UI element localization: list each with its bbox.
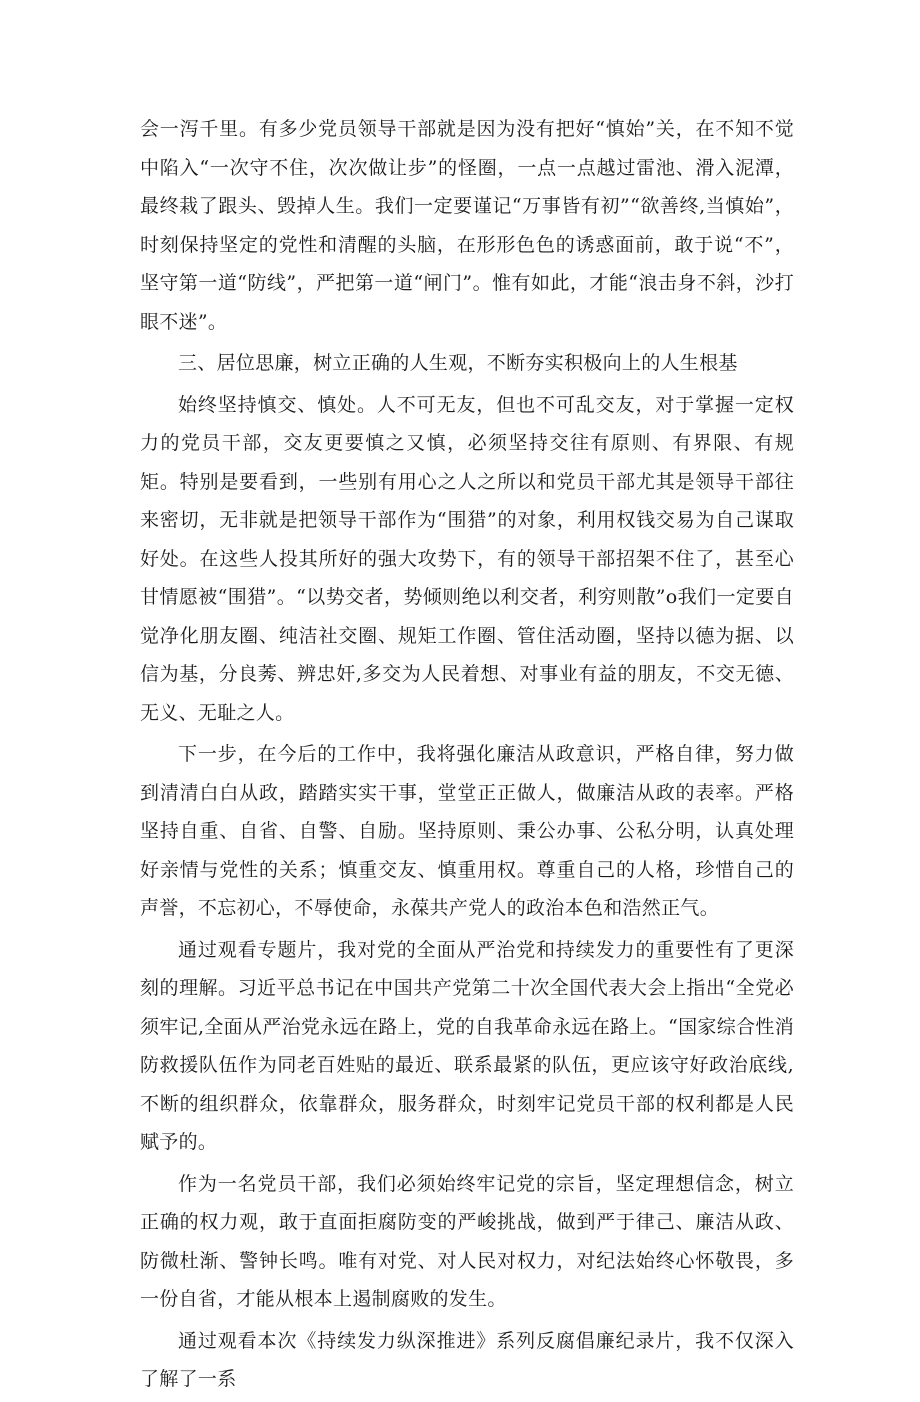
paragraph-party-cadre: 作为一名党员干部，我们必须始终牢记党的宗旨，坚定理想信念，树立正确的权力观，敢于直面拒腐防变的严峻挑战，做到严于律己、廉洁从政、防微杜渐、警钟长鸣。唯有对党、对人民对权力，对纪法始终心怀敬畏，多一份自省，才能从根本上遏制腐败的发生。: [140, 1172, 794, 1310]
paragraph-friendship: 始终坚持慎交、慎处。人不可无友，但也不可乱交友，对于掌握一定权力的党员干部，交友更要慎之又慎，必须坚持交往有原则、有界限、有规矩。特别是要看到，一些别有用心之人之所以和党员干部尤其是领导干部往来密切，无非就是把领导干部作为“围猎”的对象，利用权钱交易为自己谋取好处。在这些人投其所好的强大攻势下，有的领导干部招架不住了，甚至心甘情愿被“围猎”。“以势交者，势倾则绝以利交者，利穷则散”o我们一定要自觉净化朋友圈、纯洁社交圈、规矩工作圈、管住活动圈，坚持以德为据、以信为基，分良莠、辨忠奸,多交为人民着想、对事业有益的朋友，不交无德、无义、无耻之人。: [140, 393, 794, 724]
paragraph-final-fragment: 通过观看本次《持续发力纵深推进》系列反腐倡廉纪录片，我不仅深入了解了一系: [140, 1329, 794, 1390]
document-body: [140, 110, 794, 1402]
paragraph-continuation: 会一泻千里。有多少党员领导干部就是因为没有把好“慎始”关，在不知不觉中陷入“一次守不住，次次做让步”的怪圈，一点一点越过雷池、滑入泥潭，最终栽了跟头、毁掉人生。我们一定要谨记“万事皆有初”“欲善终,当慎始”，时刻保持坚定的党性和清醒的头脑，在形形色色的诱惑面前，敢于说“不”，坚守第一道“防线”，严把第一道“闸门”。惟有如此，才能“浪击身不斜，沙打眼不迷”。: [140, 118, 794, 333]
paragraph-documentary-understanding: 通过观看专题片，我对党的全面从严治党和持续发力的重要性有了更深刻的理解。习近平总书记在中国共产党第二十次全国代表大会上指出“全党必须牢记,全面从严治党永远在路上，党的自我革命永远在路上。“国家综合性消防救援队伍作为同老百姓贴的最近、联系最紧的队伍，更应该守好政治底线,不断的组织群众，依靠群众，服务群众，时刻牢记党员干部的权利都是人民赋予的。: [140, 938, 794, 1153]
paragraph-next-step: 下一步，在今后的工作中，我将强化廉洁从政意识，严格自律，努力做到清清白白从政，踏踏实实干事，堂堂正正做人，做廉洁从政的表率。严格坚持自重、自省、自警、自励。坚持原则、秉公办事、公私分明，认真处理好亲情与党性的关系；慎重交友、慎重用权。尊重自己的人格，珍惜自己的声誉，不忘初心，不辱使命，永葆共产党人的政治本色和浩然正气。: [140, 743, 794, 919]
section-heading: 三、居位思廉，树立正确的人生观，不断夯实积极向上的人生根基: [178, 352, 738, 374]
